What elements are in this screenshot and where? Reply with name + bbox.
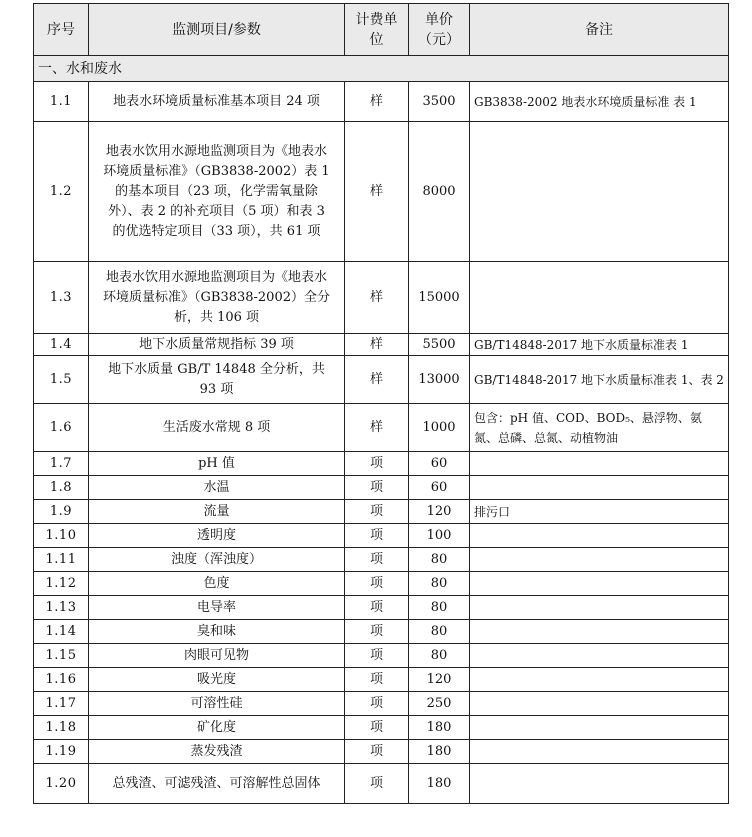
row-number: 1.3	[34, 262, 89, 334]
row-item: 透明度	[89, 524, 345, 548]
row-item: 地下水质量 GB/T 14848 全分析，共 93 项	[89, 356, 345, 404]
row-price: 15000	[409, 262, 470, 334]
row-note	[470, 764, 729, 804]
header-unit: 计费单位	[345, 4, 409, 56]
row-number: 1.9	[34, 500, 89, 524]
row-price: 120	[409, 668, 470, 692]
row-unit: 项	[345, 620, 409, 644]
table-row	[34, 668, 729, 692]
row-item: 蒸发残渣	[89, 740, 345, 764]
row-note	[470, 740, 729, 764]
table-row	[34, 596, 729, 620]
row-item: 地下水质量常规指标 39 项	[89, 334, 345, 356]
table-row	[34, 82, 729, 122]
row-note	[470, 620, 729, 644]
row-unit: 项	[345, 524, 409, 548]
row-item: 总残渣、可滤残渣、可溶解性总固体	[89, 764, 345, 804]
row-number: 1.6	[34, 404, 89, 452]
row-item: 色度	[89, 572, 345, 596]
row-unit: 样	[345, 334, 409, 356]
row-item: 可溶性硅	[89, 692, 345, 716]
row-note	[470, 572, 729, 596]
row-note	[470, 452, 729, 476]
table-row	[34, 740, 729, 764]
row-number: 1.5	[34, 356, 89, 404]
row-note: 排污口	[470, 500, 729, 524]
row-note	[470, 476, 729, 500]
row-price: 80	[409, 644, 470, 668]
row-price: 80	[409, 620, 470, 644]
section-title: 一、水和废水	[34, 56, 729, 82]
row-price: 8000	[409, 122, 470, 262]
row-unit: 项	[345, 452, 409, 476]
row-number: 1.14	[34, 620, 89, 644]
monitoring-price-table	[33, 3, 729, 804]
row-number: 1.4	[34, 334, 89, 356]
table-row	[34, 716, 729, 740]
row-note	[470, 692, 729, 716]
table-row	[34, 548, 729, 572]
row-item: 生活废水常规 8 项	[89, 404, 345, 452]
row-price: 60	[409, 476, 470, 500]
row-note	[470, 668, 729, 692]
row-unit: 项	[345, 476, 409, 500]
row-unit: 项	[345, 740, 409, 764]
row-number: 1.20	[34, 764, 89, 804]
table-header-row	[34, 4, 729, 56]
row-note: GB/T14848-2017 地下水质量标准表 1、表 2	[470, 356, 729, 404]
row-unit: 项	[345, 668, 409, 692]
row-number: 1.10	[34, 524, 89, 548]
row-price: 120	[409, 500, 470, 524]
row-number: 1.15	[34, 644, 89, 668]
row-item: 地表水饮用水源地监测项目为《地表水环境质量标准》（GB3838-2002）表 1 的基本项目（23 项，化学需氧量除外）、表 2 的补充项目（5 项）和表 3 的优选特定项目（33 项），共 61 项	[89, 122, 345, 262]
table-row	[34, 500, 729, 524]
row-number: 1.2	[34, 122, 89, 262]
row-unit: 样	[345, 356, 409, 404]
row-item: 臭和味	[89, 620, 345, 644]
row-price: 5500	[409, 334, 470, 356]
row-unit: 样	[345, 122, 409, 262]
row-price: 100	[409, 524, 470, 548]
row-unit: 项	[345, 548, 409, 572]
row-price: 180	[409, 764, 470, 804]
row-unit: 项	[345, 644, 409, 668]
table-row	[34, 476, 729, 500]
row-price: 80	[409, 572, 470, 596]
row-number: 1.1	[34, 82, 89, 122]
row-price: 250	[409, 692, 470, 716]
row-number: 1.17	[34, 692, 89, 716]
row-number: 1.16	[34, 668, 89, 692]
row-note	[470, 644, 729, 668]
row-price: 13000	[409, 356, 470, 404]
row-item: 矿化度	[89, 716, 345, 740]
row-number: 1.19	[34, 740, 89, 764]
header-item: 监测项目/参数	[89, 4, 345, 56]
header-no: 序号	[34, 4, 89, 56]
row-unit: 样	[345, 82, 409, 122]
table-row	[34, 452, 729, 476]
row-unit: 样	[345, 262, 409, 334]
row-number: 1.18	[34, 716, 89, 740]
table-row	[34, 692, 729, 716]
row-note: GB3838-2002 地表水环境质量标准 表 1	[470, 82, 729, 122]
row-price: 80	[409, 548, 470, 572]
row-note	[470, 548, 729, 572]
row-note: GB/T14848-2017 地下水质量标准表 1	[470, 334, 729, 356]
row-item: 地表水饮用水源地监测项目为《地表水环境质量标准》（GB3838-2002）全分析，共 106 项	[89, 262, 345, 334]
row-number: 1.12	[34, 572, 89, 596]
row-unit: 样	[345, 404, 409, 452]
row-item: 地表水环境质量标准基本项目 24 项	[89, 82, 345, 122]
row-price: 80	[409, 596, 470, 620]
row-number: 1.7	[34, 452, 89, 476]
row-price: 180	[409, 740, 470, 764]
row-number: 1.13	[34, 596, 89, 620]
row-unit: 项	[345, 764, 409, 804]
table-row	[34, 122, 729, 262]
row-number: 1.8	[34, 476, 89, 500]
row-price: 3500	[409, 82, 470, 122]
row-unit: 项	[345, 500, 409, 524]
row-price: 1000	[409, 404, 470, 452]
section-row	[34, 56, 729, 82]
header-price: 单价（元）	[409, 4, 470, 56]
price-table-page	[33, 3, 728, 804]
row-unit: 项	[345, 716, 409, 740]
row-note	[470, 524, 729, 548]
row-note: 包含：pH 值、COD、BOD₅、悬浮物、氨氮、总磷、总氮、动植物油	[470, 404, 729, 452]
row-item: 肉眼可见物	[89, 644, 345, 668]
row-unit: 项	[345, 596, 409, 620]
table-row	[34, 572, 729, 596]
row-item: 浊度（浑浊度）	[89, 548, 345, 572]
row-item: 流量	[89, 500, 345, 524]
row-note	[470, 262, 729, 334]
row-price: 60	[409, 452, 470, 476]
table-row	[34, 334, 729, 356]
row-item: 电导率	[89, 596, 345, 620]
table-row	[34, 356, 729, 404]
table-row	[34, 524, 729, 548]
row-unit: 项	[345, 692, 409, 716]
row-note	[470, 716, 729, 740]
row-price: 180	[409, 716, 470, 740]
row-note	[470, 596, 729, 620]
header-note: 备注	[470, 4, 729, 56]
table-row	[34, 262, 729, 334]
row-number: 1.11	[34, 548, 89, 572]
row-note	[470, 122, 729, 262]
table-row	[34, 620, 729, 644]
row-item: 吸光度	[89, 668, 345, 692]
table-row	[34, 404, 729, 452]
table-row	[34, 764, 729, 804]
row-unit: 项	[345, 572, 409, 596]
table-row	[34, 644, 729, 668]
row-item: 水温	[89, 476, 345, 500]
row-item: pH 值	[89, 452, 345, 476]
